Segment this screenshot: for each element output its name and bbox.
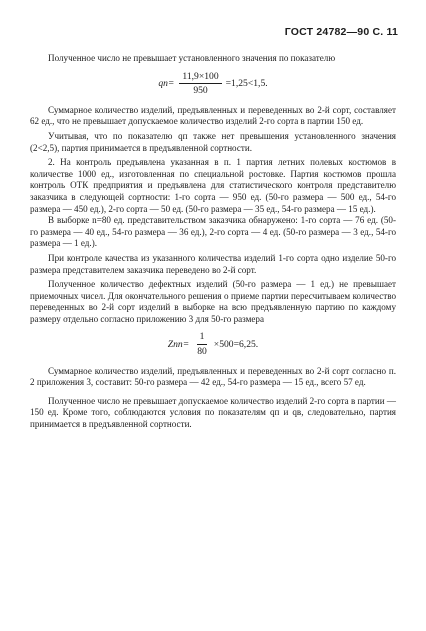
formula-rhs: ×500=6,25.: [213, 338, 259, 350]
formula-denominator: 950: [193, 85, 208, 97]
formula-qp: [30, 71, 396, 97]
formula-fraction: [179, 71, 221, 97]
formula-denominator: 80: [197, 346, 207, 358]
paragraph: Полученное количество дефектных изделий (50-го размера — 1 ед.) не превышает приемочных чисел. Для окончательного решения о приеме партии пересчитываем количество переведенных во 2-й сорт изделий в выборке на всю предъявленную партию по каждому размеру отдельно согласно приложению 3 для 50-го размера: [30, 279, 396, 324]
paragraph: При контроле качества из указанного количества изделий 1-го сорта одно изделие 50-го размера представителем заказчика переведено во 2-й сорт.: [30, 252, 396, 275]
paragraph: В выборке n=80 ед. представительством заказчика обнаружено: 1-го сорта — 76 ед. (50-го размера — 40 ед., 54-го размера — 36 ед.), 2-го сорта — 4 ед. (50-го размера — 3 ед., 54-го размера — 1 ед.).: [30, 215, 396, 249]
formula-lhs: qп=: [158, 77, 175, 89]
formula-lhs: Zпп=: [167, 338, 190, 350]
paragraph: Суммарное количество изделий, предъявленных и переведенных во 2-й сорт согласно п. 2 приложения 3, составит: 50-го размера — 42 ед., 54-го размера — 15 ед., всего 57 ед.: [30, 365, 396, 388]
paragraph: 2. На контроль предъявлена указанная в п. 1 партия летних полевых костюмов в количестве 1000 ед., изготовленная по специальной ростовке. Партия костюмов прошла контроль ОТК предприятия и предъявлена для статистического контроля представителю заказчика в следующей сортности: 1-го сорта — 950 ед. (50-го размера — 500 ед., 54-го размера — 450 ед.), 2-го сорта — 50 ед. (50-го размера — 35 ед., 54-го размера — 15 ед.).: [30, 157, 396, 214]
formula-numerator: 1: [197, 331, 208, 345]
formula-rhs: =1,25<1,5.: [225, 77, 268, 89]
formula-zpp: [30, 331, 396, 357]
formula-fraction: [194, 331, 210, 357]
formula-numerator: 11,9×100: [179, 71, 221, 85]
paragraph: Учитывая, что по показателю qп также нет превышения установленного значения (2<2,5), партия принимается в предъявленной сортности.: [30, 130, 396, 153]
paragraph: Полученное число не превышает допускаемое количество изделий 2-го сорта в партии — 150 ед. Кроме того, соблюдаются условия по показателям qп и qв, следовательно, партия принимается в предъявленной сортности.: [30, 395, 396, 430]
paragraph: Суммарное количество изделий, предъявленных и переведенных во 2-й сорт, составляет 62 ед., что не превышает допускаемое количество изделий 2-го сорта в партии 150 ед.: [30, 104, 396, 127]
paragraph: Полученное число не превышает установленного значения по показателю: [48, 53, 336, 63]
document-body: [30, 53, 396, 431]
page-header: ГОСТ 24782—90 С. 11: [284, 26, 398, 38]
